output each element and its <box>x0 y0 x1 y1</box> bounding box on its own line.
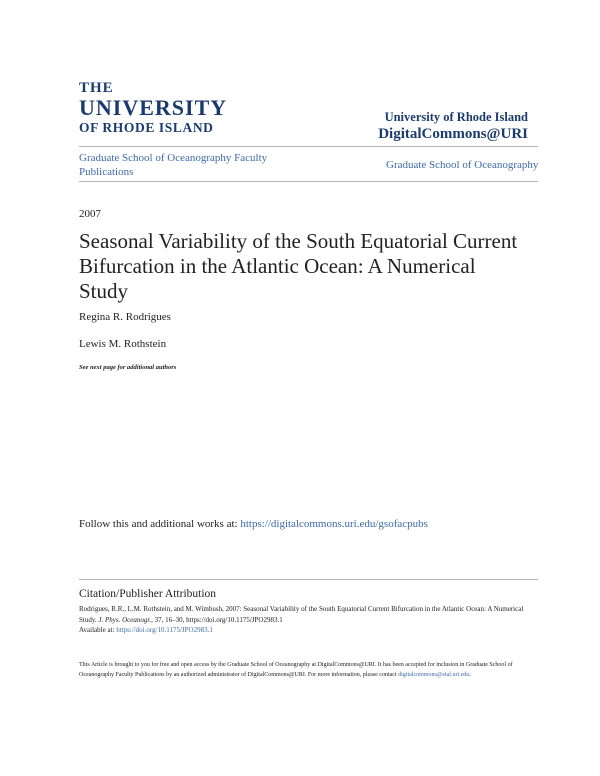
follow-link[interactable]: https://digitalcommons.uri.edu/gsofacpubs <box>240 518 428 530</box>
repository-name: DigitalCommons@URI <box>378 126 528 142</box>
footer-notice <box>79 660 534 680</box>
available-at-label: Available at: <box>79 626 117 634</box>
citation-heading: Citation/Publisher Attribution <box>79 588 217 600</box>
see-next-page-note: See next page for additional authors <box>79 364 177 371</box>
logo-university: UNIVERSITY <box>79 95 228 120</box>
logo-the: THE <box>79 80 114 96</box>
series-link[interactable]: Graduate School of Oceanography Faculty Publications <box>79 152 268 178</box>
follow-label: Follow this and additional works at: <box>79 518 241 530</box>
publication-year: 2007 <box>79 208 101 220</box>
collection-divider <box>79 181 538 182</box>
citation-body <box>79 604 529 636</box>
header-divider <box>79 146 538 147</box>
repository-institution: University of Rhode Island <box>384 110 528 124</box>
repository-header[interactable] <box>378 110 528 143</box>
citation-journal: J. Phys. Oceanogr. <box>98 615 152 624</box>
footer-text: This Article is brought to you for free and open access by the Graduate School of Oceanography at DigitalCommons@URI. It has been accepted for inclusion in Graduate School of Oceanography Faculty Publications by an authorized administrator of DigitalCommons@URI. For more information, please contact <box>79 662 513 678</box>
doi-link[interactable]: https://doi.org/10.1175/JPO2983.1 <box>116 626 213 634</box>
article-title: Seasonal Variability of the South Equatorial Current Bifurcation in the Atlantic Ocean: A Numerical Study <box>79 229 518 303</box>
follow-line <box>79 518 428 530</box>
logo-of-rhode-island: OF RHODE ISLAND <box>79 120 214 135</box>
citation-divider <box>79 579 538 580</box>
department-link[interactable]: Graduate School of Oceanography <box>386 159 539 171</box>
citation-text-1: Rodrigues, R.R., L.M. Rothstein, and M. Wimbush, 2007: Seasonal Variability of the South Equatorial Current Bifurcation in the Atlantic Ocean: A Numerical Study. <box>79 605 524 624</box>
author-2: Lewis M. Rothstein <box>79 338 167 350</box>
citation-text-2: , 37, 16–30, https://doi.org/10.1175/JPO2983.1 <box>151 615 283 624</box>
university-logo[interactable] <box>79 80 229 136</box>
contact-email-link[interactable]: digitalcommons@etal.uri.edu <box>398 672 470 678</box>
author-1: Regina R. Rodrigues <box>79 311 171 323</box>
footer-end: . <box>469 672 471 678</box>
